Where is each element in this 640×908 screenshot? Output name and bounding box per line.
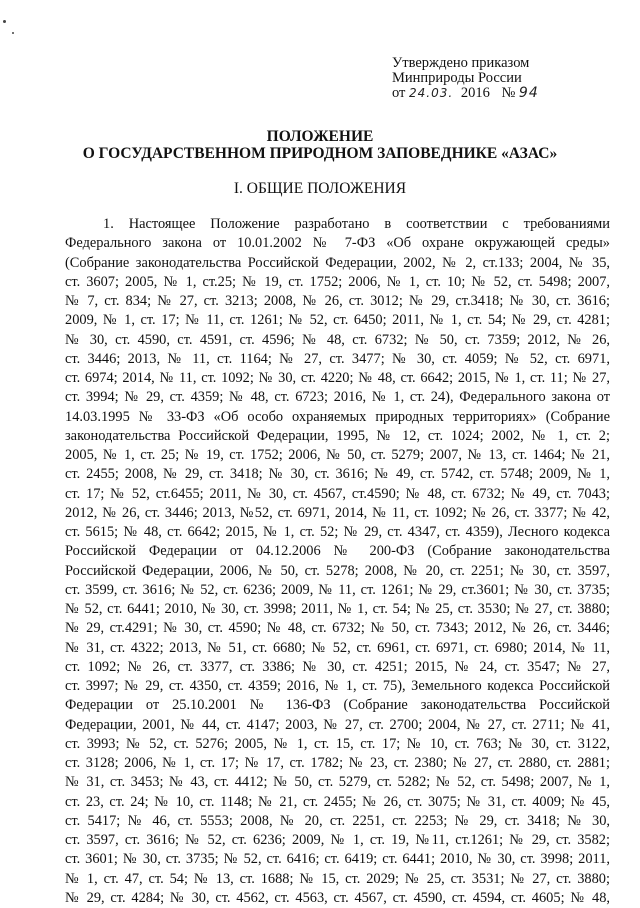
scan-speck <box>12 32 14 34</box>
body-text-line: ст. 23, ст. 24; № 10, ст. 1148; № 21, ст. 2455; № 26, ст. 3075; № 31, ст. 4009; № 45, <box>65 793 610 810</box>
body-text-line: ст. 5417; № 46, ст. 5553; 2008, № 20, ст. 2251, ст. 2253; № 29, ст. 3418; № 30, <box>65 812 610 829</box>
title-line-1: ПОЛОЖЕНИЕ <box>266 128 374 145</box>
body-text-line: Федерального закона от 10.01.2002 № 7-ФЗ «Об охране окружающей среды» <box>65 235 610 252</box>
body-text-line: ст. 3607; 2005, № 1, ст.25; № 19, ст. 1752; 2006, № 1, ст. 10; № 52, ст. 5498; 2007, <box>65 273 610 290</box>
body-text-line: ст. 3994; № 29, ст. 4359; № 48, ст. 6723; 2016, № 1, ст. 24), Федерального закона от <box>65 389 610 406</box>
body-text-line: (Собрание законодательства Российской Федерации, 2002, № 2, ст.133; 2004, № 35, <box>65 254 610 271</box>
approval-line-1: Утверждено приказом <box>392 55 530 71</box>
approval-prefix: от <box>392 85 406 101</box>
body-text-line: Российской Федерации от 04.12.2006 № 200-ФЗ (Собрание законодательства <box>65 543 610 560</box>
body-text-line: законодательства Российской Федерации, 1995, № 12, ст. 1024; 2002, № 1, ст. 2; <box>65 427 610 444</box>
document-title <box>0 128 640 162</box>
scan-speck <box>3 20 6 23</box>
body-text-line: № 7, ст. 834; № 27, ст. 3213; 2008, № 26, ст. 3012; № 29, ст.3418; № 30, ст. 3616; <box>65 293 610 309</box>
body-text-line: ст. 3597, ст. 3616; № 52, ст. 6236; 2009, № 1, ст. 19, №11, ст.1261; № 29, ст. 3582; <box>65 832 610 848</box>
body-text-line: ст. 3997; № 29, ст. 4350, ст. 4359; 2016, № 1, ст. 75), Земельного кодекса Российской <box>65 678 610 694</box>
title-line-2: О ГОСУДАРСТВЕННОМ ПРИРОДНОМ ЗАПОВЕДНИКЕ «АЗАС» <box>82 145 558 162</box>
body-text-line: 2012, № 26, ст. 3446; 2013, №52, ст. 6971, 2014, № 11, ст. 1092; № 26, ст. 3377; № 42, <box>65 504 610 521</box>
paragraph-1 <box>65 215 610 908</box>
body-text-line: ст. 3128; 2006, № 1, ст. 17; № 17, ст. 1782; № 23, ст. 2380; № 27, ст. 2880, ст. 2881; <box>65 755 610 771</box>
body-text-line: ст. 3601; № 30, ст. 3735; № 52, ст. 6416; ст. 6419; ст. 6441; 2010, № 30, ст. 3998; 2011, <box>65 851 610 868</box>
body-text-line: ст. 6974; 2014, № 11, ст. 1092; № 30, ст. 4220; № 48, ст. 6642; 2015, № 1, ст. 11; № 27, <box>65 370 610 386</box>
body-text-line: Федерации, 2001, № 44, ст. 4147; 2003, № 27, ст. 2700; 2004, № 27, ст. 2711; № 41, <box>65 716 610 733</box>
body-text-line: ст. 17; № 52, ст.6455; 2011, № 30, ст. 4567, ст.4590; № 48, ст. 6732; № 49, ст. 7043; <box>65 485 610 502</box>
body-text-line: ст. 3446; 2013, № 11, ст. 1164; № 27, ст. 3477; № 30, ст. 4059; № 52, ст. 6971, <box>65 350 610 367</box>
section-heading: I. ОБЩИЕ ПОЛОЖЕНИЯ <box>233 180 407 197</box>
body-text-line: Федерации от 25.10.2001 № 136-ФЗ (Собрание законодательства Российской <box>65 697 610 714</box>
approval-handwritten-date: 24.03. <box>409 86 454 100</box>
approval-stamp <box>392 56 592 101</box>
body-text-line: Российской Федерации, 2006, № 50, ст. 5278; 2008, № 20, ст. 2251; № 30, ст. 3597, <box>65 562 610 579</box>
body-text-line: № 31, ст. 3453; № 43, ст. 4412; № 50, ст. 5279, ст. 5282; № 52, ст. 5498; 2007, № 1, <box>65 774 610 791</box>
approval-handwritten-number: 94 <box>518 85 539 101</box>
body-text-line: № 52, ст. 6441; 2010, № 30, ст. 3998; 2011, № 1, ст. 54; № 25, ст. 3530; № 27, ст. 3880; <box>65 601 610 617</box>
body-text-line: № 29, ст. 4284; № 30, ст. 4562, ст. 4563, ст. 4567, ст. 4590, ст. 4594, ст. 4605; № 48, <box>65 889 610 906</box>
body-text-line: ст. 5615; № 48, ст. 6642; 2015, № 1, ст. 52; № 29, ст. 4347, ст. 4359), Лесного кодекса <box>65 524 610 540</box>
body-text-line: № 1, ст. 47, ст. 54; № 13, ст. 1688; № 15, ст. 2029; № 25, ст. 3531; № 27, ст. 3880; <box>65 870 610 887</box>
body-text-line: 2005, № 1, ст. 25; № 19, ст. 1752; 2006, № 50, ст. 5279; 2007, № 13, ст. 1464; № 21, <box>65 447 610 463</box>
approval-line-2: Минприроды России <box>392 70 522 86</box>
body-text-line: ст. 3599, ст. 3616; № 52, ст. 6236; 2009, № 11, ст. 1261; № 29, ст.3601; № 30, ст. 3735; <box>65 581 610 598</box>
approval-line-3 <box>392 86 592 101</box>
approval-year: 2016 <box>460 85 490 101</box>
body-text-line: ст. 3993; № 52, ст. 5276; 2005, № 1, ст. 15, ст. 17; № 10, ст. 763; № 30, ст. 3122, <box>65 735 610 752</box>
body-text-line: № 30, ст. 4590, ст. 4591, ст. 4596; № 48, ст. 6732; № 50, ст. 7359; 2012, № 26, <box>65 331 610 348</box>
document-body <box>65 215 610 908</box>
body-text-line: № 29, ст.4291; № 30, ст. 4590; № 48, ст. 6732; № 50, ст. 7343; 2012, № 26, ст. 3446; <box>65 620 610 637</box>
approval-number-label: № <box>501 85 516 101</box>
body-text-line: ст. 2455; 2008, № 29, ст. 3418; № 30, ст. 3616; № 49, ст. 5742, ст. 5748; 2009, № 1, <box>65 466 610 483</box>
body-text-line: 2009, № 1, ст. 17; № 11, ст. 1261; № 52, ст. 6450; 2011, № 1, ст. 54; № 29, ст. 4281; <box>65 312 610 329</box>
body-text-line: № 31, ст. 4322; 2013, № 51, ст. 6680; № 52, ст. 6961, ст. 6971, ст. 6980; 2014, № 11, <box>65 639 610 656</box>
body-text-line: 14.03.1995 № 33-ФЗ «Об особо охраняемых природных территориях» (Собрание <box>65 408 610 425</box>
body-text-line: ст. 1092; № 26, ст. 3377, ст. 3386; № 30, ст. 4251; 2015, № 24, ст. 3547; № 27, <box>65 658 610 675</box>
body-text-line: 1. Настоящее Положение разработано в соответствии с требованиями <box>103 216 610 232</box>
